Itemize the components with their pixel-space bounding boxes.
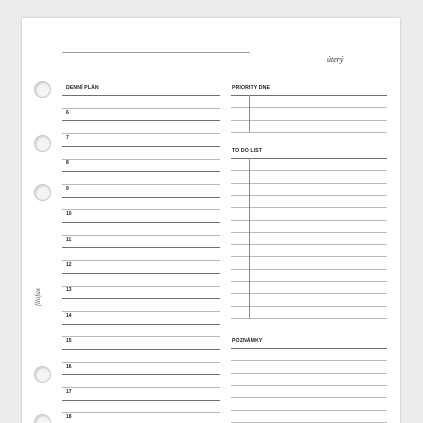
half-hour-rule — [62, 108, 220, 109]
punch-hole — [34, 81, 51, 98]
brand-logo: filofax — [34, 288, 42, 306]
todo-rule — [231, 195, 387, 196]
half-hour-rule — [62, 159, 220, 160]
half-hour-rule — [62, 260, 220, 261]
todo-margin-rule — [249, 158, 250, 318]
todo-rule — [231, 293, 387, 294]
hour-label: 10 — [66, 211, 72, 217]
todo-header-rule — [231, 158, 387, 159]
hour-rule — [62, 400, 220, 401]
daily-plan-header-rule — [62, 95, 220, 96]
date-line — [62, 52, 250, 53]
hour-label: 17 — [66, 389, 72, 395]
priority-rule — [231, 107, 387, 108]
todo-rule — [231, 232, 387, 233]
half-hour-rule — [62, 286, 220, 287]
half-hour-rule — [62, 184, 220, 185]
hour-rule — [62, 171, 220, 172]
todo-rule — [231, 318, 387, 319]
todo-rule — [231, 269, 387, 270]
notes-rule — [231, 373, 387, 374]
hour-rule — [62, 247, 220, 248]
todo-rule — [231, 183, 387, 184]
todo-rule — [231, 281, 387, 282]
hour-label: 12 — [66, 262, 72, 268]
planner-sheet — [22, 18, 400, 423]
hour-rule — [62, 374, 220, 375]
priority-rule — [231, 132, 387, 133]
hour-label: 14 — [66, 313, 72, 319]
todo-title: TO DO LIST — [232, 148, 263, 154]
punch-hole — [34, 184, 51, 201]
hour-label: 16 — [66, 364, 72, 370]
punch-hole — [34, 135, 51, 152]
hour-label: 7 — [66, 135, 69, 141]
todo-rule — [231, 306, 387, 307]
hour-rule — [62, 222, 220, 223]
notes-rule — [231, 385, 387, 386]
notes-header-rule — [231, 348, 387, 349]
hour-label: 8 — [66, 160, 69, 166]
hour-rule — [62, 197, 220, 198]
hour-label: 13 — [66, 287, 72, 293]
daily-plan-title: DENNÍ PLÁN — [66, 85, 99, 91]
half-hour-rule — [62, 362, 220, 363]
notes-title: POZNÁMKY — [232, 338, 263, 344]
hour-label: 11 — [66, 237, 72, 243]
hour-label: 9 — [66, 186, 69, 192]
todo-rule — [231, 207, 387, 208]
todo-rule — [231, 170, 387, 171]
half-hour-rule — [62, 387, 220, 388]
priorities-title: PRIORITY DNE — [232, 85, 270, 91]
half-hour-rule — [62, 133, 220, 134]
hour-rule — [62, 298, 220, 299]
todo-rule — [231, 256, 387, 257]
priorities-margin-rule — [249, 95, 250, 132]
half-hour-rule — [62, 235, 220, 236]
hour-label: 15 — [66, 338, 72, 344]
priorities-header-rule — [231, 95, 387, 96]
punch-hole — [34, 414, 51, 423]
notes-rule — [231, 360, 387, 361]
priority-rule — [231, 120, 387, 121]
half-hour-rule — [62, 209, 220, 210]
half-hour-rule — [62, 336, 220, 337]
punch-hole — [34, 366, 51, 383]
hour-rule — [62, 120, 220, 121]
half-hour-rule — [62, 311, 220, 312]
hour-label: 6 — [66, 110, 69, 116]
hour-rule — [62, 349, 220, 350]
hour-rule — [62, 146, 220, 147]
notes-rule — [231, 397, 387, 398]
notes-rule — [231, 410, 387, 411]
hour-rule — [62, 324, 220, 325]
hour-rule — [62, 273, 220, 274]
hour-label: 18 — [66, 414, 72, 420]
todo-rule — [231, 220, 387, 221]
half-hour-rule — [62, 412, 220, 413]
day-name: úterý — [327, 55, 344, 64]
todo-rule — [231, 244, 387, 245]
